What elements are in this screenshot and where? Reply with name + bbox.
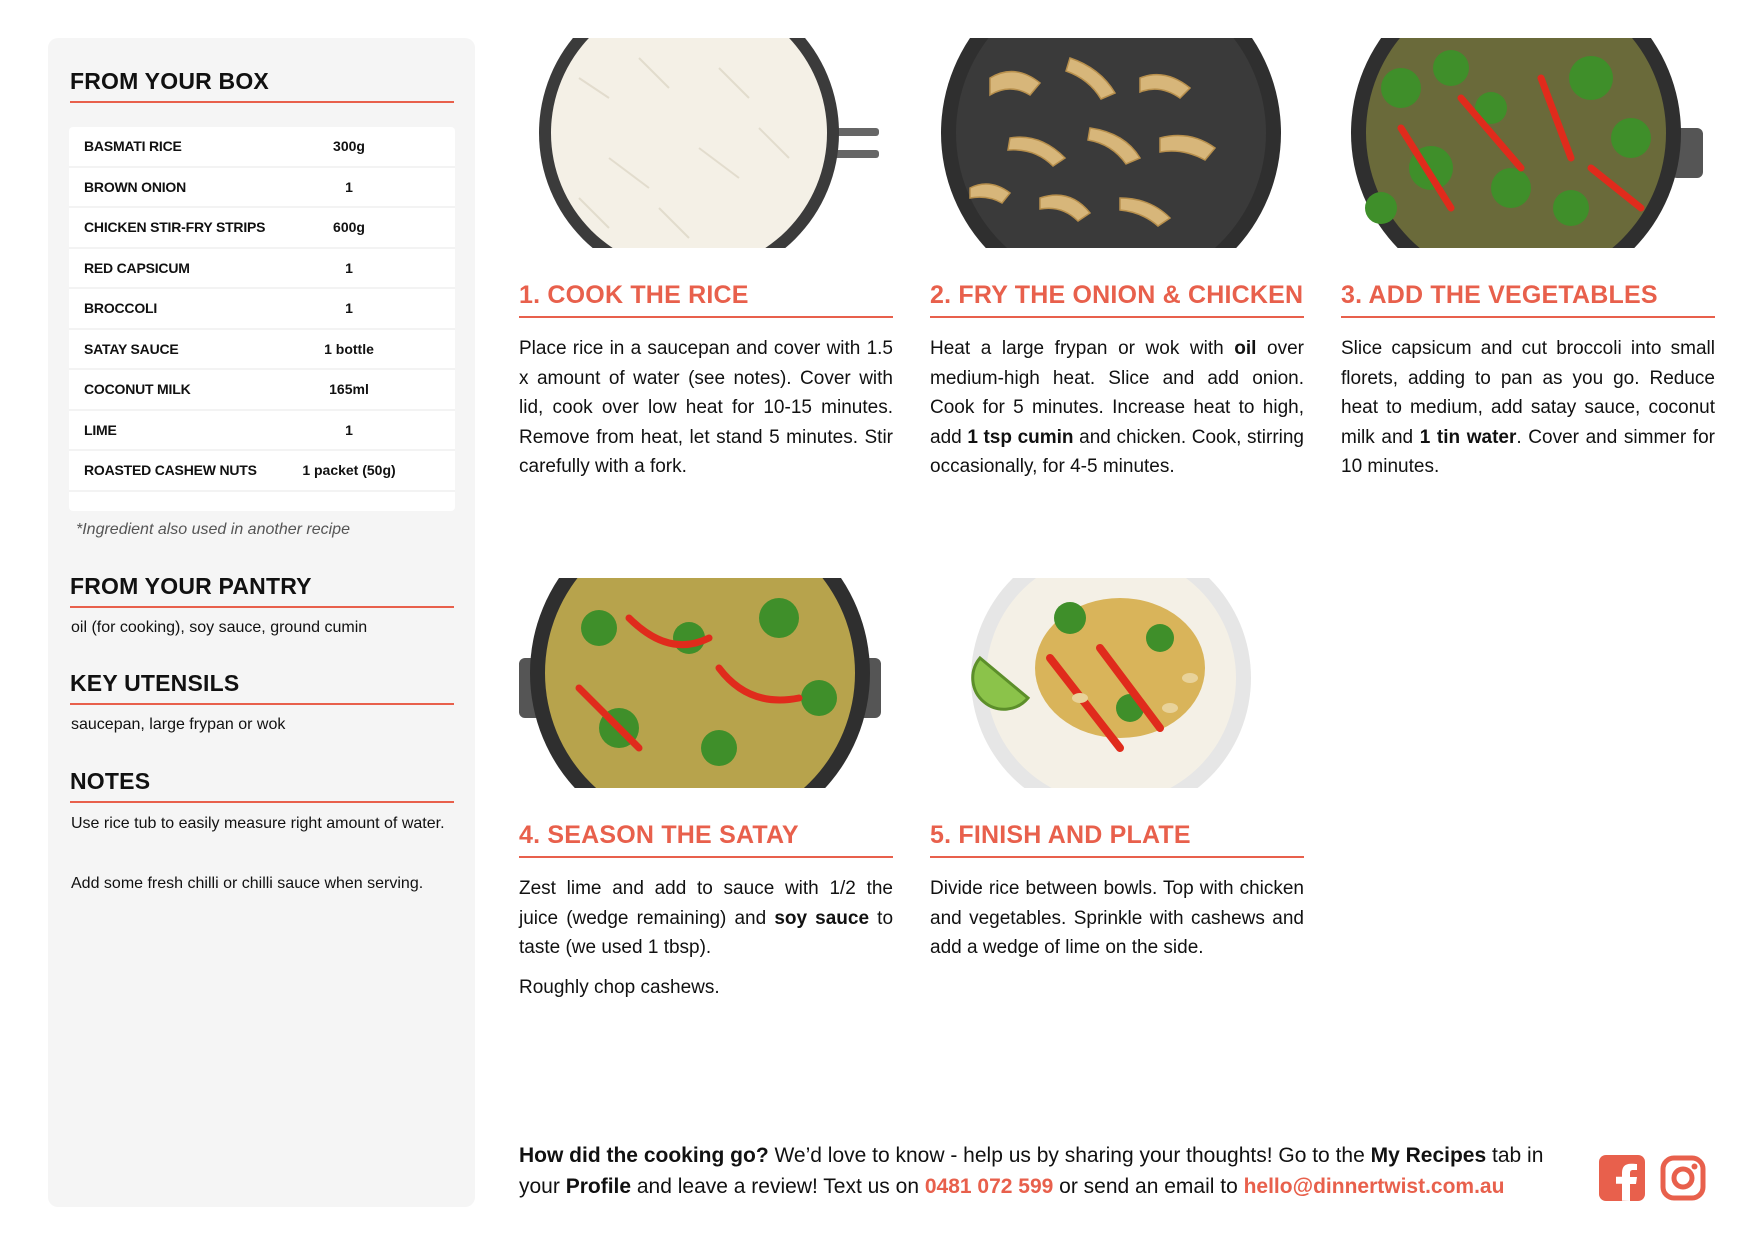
ingredient-name: LIME xyxy=(84,421,117,438)
ingredient-row xyxy=(69,208,455,249)
step-text: to taste (we used 1 tbsp). xyxy=(519,907,894,958)
step-5-title: 5. FINISH AND PLATE xyxy=(930,821,1304,858)
step-bold-text: soy sauce xyxy=(774,907,870,929)
step-1-body xyxy=(519,334,893,492)
step-4 xyxy=(519,578,894,998)
ingredient-name: CHICKEN STIR-FRY STRIPS xyxy=(84,219,266,236)
step-5 xyxy=(930,578,1304,958)
ingredient-row xyxy=(69,168,455,209)
step-4-title: 4. SEASON THE SATAY xyxy=(519,821,893,858)
step-text: Place rice in a saucepan and cover with 1.5 x amount of water (see notes). Cover with lid, cook over low heat for 10-15 minutes. Remove from heat, let stand 5 minutes. Stir carefully with a fork. xyxy=(519,338,893,477)
step-4-image xyxy=(519,578,881,788)
ingredient-note: *Ingredient also used in another recipe xyxy=(76,521,350,538)
step-text: and chicken. Cook, stirring occasionally, for 4-5 minutes. xyxy=(930,426,1305,477)
chicken-in-wok-image xyxy=(930,38,1292,248)
ingredient-qty: 1 xyxy=(345,259,353,276)
ingredient-qty: 1 bottle xyxy=(324,340,374,357)
plated-dish-image xyxy=(930,578,1292,788)
ingredient-row xyxy=(69,249,455,290)
ingredient-qty: 600g xyxy=(333,219,365,236)
pantry-text: oil (for cooking), soy sauce, ground cumin xyxy=(71,619,368,636)
email-link[interactable]: hello@dinnertwist.com.au xyxy=(1243,1175,1505,1198)
satay-in-pan-image xyxy=(519,578,881,788)
step-paragraph xyxy=(519,334,893,482)
step-bold-text: 1 tsp cumin xyxy=(967,426,1074,448)
step-text: Zest lime and add to sauce with 1/2 the juice (wedge remaining) and xyxy=(519,878,893,929)
ingredient-qty: 1 xyxy=(345,421,353,438)
ingredient-qty: 1 xyxy=(345,178,353,195)
step-text: Slice capsicum and cut broccoli into small florets, adding to pan as you go. Reduce heat to medium, add satay sauce, coconut milk and xyxy=(1341,338,1715,448)
step-3-image xyxy=(1341,38,1703,248)
phone-link[interactable]: 0481 072 599 xyxy=(924,1175,1054,1198)
step-5-body xyxy=(930,874,1304,973)
step-3-title: 3. ADD THE VEGETABLES xyxy=(1341,281,1715,318)
from-your-box-heading: FROM YOUR BOX xyxy=(70,68,454,103)
step-bold-text: oil xyxy=(1234,338,1257,359)
note-2: Add some fresh chilli or chilli sauce when serving. xyxy=(71,875,424,892)
feedback-footer xyxy=(519,1140,1569,1202)
ingredient-qty: 1 packet (50g) xyxy=(302,462,396,479)
step-5-image xyxy=(930,578,1292,788)
facebook-icon[interactable] xyxy=(1599,1155,1645,1201)
instagram-icon[interactable] xyxy=(1660,1155,1706,1201)
ingredient-row xyxy=(69,370,455,411)
step-text: over medium-high heat. Slice and add onion. Cook for 5 minutes. Increase heat to high, add xyxy=(930,338,1304,448)
step-bold-text: 1 tin water xyxy=(1419,426,1517,448)
footer-text-3: and leave a review! Text us on xyxy=(631,1175,925,1198)
ingredient-row xyxy=(69,411,455,452)
footer-text-2: tab in your xyxy=(519,1144,1544,1198)
step-text: Heat a large frypan or wok with xyxy=(930,338,1235,359)
ingredient-name: COCONUT MILK xyxy=(84,381,191,398)
ingredients-sidebar xyxy=(48,38,475,1207)
notes-heading: NOTES xyxy=(70,768,454,803)
step-paragraph xyxy=(519,973,893,1003)
step-text: Roughly chop cashews. xyxy=(519,976,720,998)
note-1: Use rice tub to easily measure right amount of water. xyxy=(71,815,445,832)
from-your-pantry-heading: FROM YOUR PANTRY xyxy=(70,573,454,608)
ingredient-row xyxy=(69,330,455,371)
ingredient-row xyxy=(69,127,455,168)
step-3-body xyxy=(1341,334,1715,492)
step-paragraph xyxy=(930,334,1304,482)
ingredient-qty: 165ml xyxy=(329,381,369,398)
profile-link[interactable]: Profile xyxy=(565,1175,632,1198)
ingredient-row xyxy=(69,289,455,330)
step-1-image xyxy=(519,38,881,248)
step-text: . Cover and simmer for 10 minutes. xyxy=(1341,426,1715,477)
ingredient-qty: 1 xyxy=(345,300,353,317)
step-paragraph xyxy=(930,874,1304,963)
step-2-title: 2. FRY THE ONION & CHICKEN xyxy=(930,281,1304,318)
step-2-image xyxy=(930,38,1292,248)
step-2 xyxy=(930,38,1305,477)
my-recipes-link[interactable]: My Recipes xyxy=(1370,1144,1487,1167)
step-4-body xyxy=(519,874,893,1012)
footer-question: How did the cooking go? xyxy=(519,1144,769,1167)
step-3 xyxy=(1341,38,1715,477)
footer-text-4: or send an email to xyxy=(1053,1175,1244,1198)
key-utensils-heading: KEY UTENSILS xyxy=(70,670,454,705)
footer-text-1: We’d love to know - help us by sharing your thoughts! Go to the xyxy=(768,1144,1371,1167)
ingredient-name: BROWN ONION xyxy=(84,178,187,195)
ingredient-name: BASMATI RICE xyxy=(84,138,182,155)
ingredient-name: SATAY SAUCE xyxy=(84,340,179,357)
utensils-text: saucepan, large frypan or wok xyxy=(71,716,286,733)
ingredient-qty: 300g xyxy=(333,138,365,155)
ingredients-table xyxy=(69,127,455,511)
ingredient-name: BROCCOLI xyxy=(84,300,158,317)
step-paragraph xyxy=(1341,334,1715,482)
step-1 xyxy=(519,38,893,477)
ingredient-name: RED CAPSICUM xyxy=(84,259,190,276)
step-paragraph xyxy=(519,874,893,963)
step-text: Divide rice between bowls. Top with chicken and vegetables. Sprinkle with cashews and add a wedge of lime on the side. xyxy=(930,878,1304,958)
step-1-title: 1. COOK THE RICE xyxy=(519,281,893,318)
vegetables-in-pan-image xyxy=(1341,38,1703,248)
ingredient-row xyxy=(69,451,455,492)
ingredient-name: ROASTED CASHEW NUTS xyxy=(84,462,257,479)
rice-in-saucepan-image xyxy=(519,38,881,248)
step-2-body xyxy=(930,334,1304,492)
